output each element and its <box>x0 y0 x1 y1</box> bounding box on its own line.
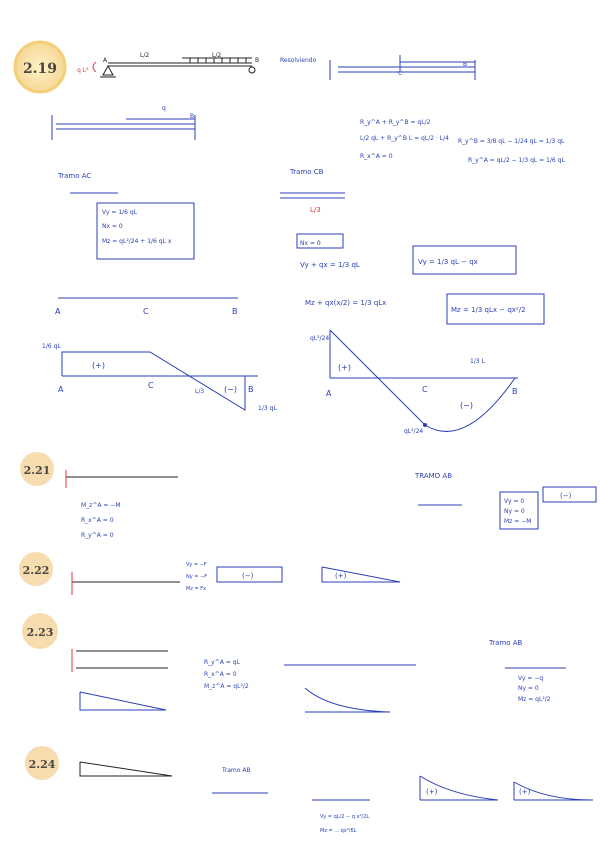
problem-badge-2-23 <box>22 613 58 649</box>
svg-text:L/2: L/2 <box>212 52 222 59</box>
svg-text:(−): (−) <box>460 401 473 410</box>
svg-text:Nx = 0: Nx = 0 <box>300 240 321 247</box>
problem-2-23 <box>72 639 566 712</box>
svg-text:C: C <box>422 385 428 394</box>
svg-text:R_y^A + R_y^B = qL/2: R_y^A + R_y^B = qL/2 <box>360 119 431 126</box>
svg-text:Mz = 1/3 qLx − qx²/2: Mz = 1/3 qLx − qx²/2 <box>451 306 526 314</box>
beam-diagram-2-19 <box>93 58 255 77</box>
svg-text:B: B <box>248 385 254 394</box>
svg-text:(−): (−) <box>242 572 254 580</box>
problem-2-24 <box>80 762 593 834</box>
svg-text:Ny = −F: Ny = −F <box>186 574 208 580</box>
svg-text:(+): (+) <box>426 788 438 796</box>
svg-text:L/3: L/3 <box>195 388 205 395</box>
svg-text:C: C <box>148 381 154 390</box>
svg-text:1/3 qL: 1/3 qL <box>258 405 277 412</box>
svg-text:Tramo AC: Tramo AC <box>58 172 92 180</box>
problem-badge-2-19 <box>15 42 65 92</box>
svg-text:B: B <box>255 57 260 64</box>
svg-text:(+): (+) <box>519 788 531 796</box>
svg-text:L/3: L/3 <box>310 206 321 214</box>
svg-text:Mz = Fx: Mz = Fx <box>186 586 207 592</box>
svg-text:2.23: 2.23 <box>26 626 54 639</box>
svg-text:Tramo CB: Tramo CB <box>290 168 324 176</box>
problem-badge-2-22 <box>19 552 53 586</box>
svg-text:Ny = 0: Ny = 0 <box>504 508 525 515</box>
svg-text:TRAMO AB: TRAMO AB <box>415 472 453 480</box>
svg-text:qL²/24: qL²/24 <box>310 335 330 342</box>
svg-text:(−): (−) <box>560 492 572 500</box>
svg-text:R_y^A = 0: R_y^A = 0 <box>81 532 114 539</box>
svg-text:(−): (−) <box>224 385 237 394</box>
svg-text:M_z^A = −M: M_z^A = −M <box>81 502 121 509</box>
svg-text:C: C <box>143 307 149 316</box>
svg-text:Vy = −F: Vy = −F <box>186 562 207 568</box>
svg-text:A: A <box>55 307 61 316</box>
svg-text:Tramo AB: Tramo AB <box>222 767 251 774</box>
svg-text:R_y^A = qL/2 − 1/3 qL = 1/6 qL: R_y^A = qL/2 − 1/3 qL = 1/6 qL <box>468 157 565 164</box>
svg-text:2.21: 2.21 <box>23 464 51 477</box>
shear-diagram-2-19 <box>42 343 277 412</box>
svg-text:C: C <box>398 70 403 77</box>
beam-resolved-2-19 <box>330 55 475 80</box>
svg-text:M_z^A = qL²/2: M_z^A = qL²/2 <box>204 683 249 690</box>
svg-text:R_x^A = 0: R_x^A = 0 <box>204 671 237 678</box>
svg-text:L/2 qL + R_y^B L = qL/2 · L/4: L/2 qL + R_y^B L = qL/2 · L/4 <box>360 135 449 142</box>
svg-text:B: B <box>190 113 195 120</box>
reactions-2-19 <box>360 119 565 164</box>
svg-text:Vy = 1/3 qL − qx: Vy = 1/3 qL − qx <box>418 258 478 266</box>
svg-text:A: A <box>326 389 332 398</box>
moment-diagram-2-19 <box>310 330 518 435</box>
svg-text:B: B <box>512 387 518 396</box>
problem-badge-2-24 <box>25 746 59 780</box>
svg-text:q: q <box>162 105 166 112</box>
svg-text:(+): (+) <box>92 361 105 370</box>
svg-text:2.24: 2.24 <box>28 758 56 771</box>
reference-beam-2-19 <box>55 298 238 316</box>
tramo-ac-2-19 <box>57 172 194 259</box>
svg-text:2.19: 2.19 <box>22 61 58 77</box>
free-body-2-19 <box>52 115 195 140</box>
svg-text:R_y^A = qL: R_y^A = qL <box>204 659 240 666</box>
svg-text:A: A <box>58 385 64 394</box>
svg-text:qL²/24: qL²/24 <box>404 428 424 435</box>
svg-text:Vy = 0: Vy = 0 <box>504 498 525 505</box>
svg-text:Mz = −M: Mz = −M <box>504 518 532 525</box>
problem-2-21 <box>66 470 596 539</box>
problem-badge-2-21 <box>20 452 54 486</box>
svg-text:Ny = 0: Ny = 0 <box>518 685 539 692</box>
svg-text:Mz + qx(x/2) = 1/3 qLx: Mz + qx(x/2) = 1/3 qLx <box>305 299 387 307</box>
problem-2-22 <box>72 562 400 595</box>
svg-text:R_x^A = 0: R_x^A = 0 <box>360 153 393 160</box>
svg-text:A: A <box>103 57 108 64</box>
svg-text:Vy = −q: Vy = −q <box>518 675 544 682</box>
svg-text:2.22: 2.22 <box>22 564 50 577</box>
svg-text:Vy = 1/6 qL: Vy = 1/6 qL <box>102 209 138 216</box>
svg-text:B: B <box>232 307 238 316</box>
svg-text:Vy = qL/2 − q x²/2L: Vy = qL/2 − q x²/2L <box>320 814 370 820</box>
svg-text:1/6 qL: 1/6 qL <box>42 343 61 350</box>
svg-text:Tramo AB: Tramo AB <box>489 639 523 647</box>
svg-text:L/2: L/2 <box>140 52 150 59</box>
svg-text:(+): (+) <box>338 363 351 372</box>
svg-text:Mz = qL²/2: Mz = qL²/2 <box>518 696 551 703</box>
svg-text:R_y^B = 3/8 qL − 1/24 qL = 1/3: R_y^B = 3/8 qL − 1/24 qL = 1/3 qL <box>458 138 565 145</box>
svg-text:B: B <box>463 61 468 68</box>
svg-text:R_x^A = 0: R_x^A = 0 <box>81 517 114 524</box>
svg-text:q L²: q L² <box>77 67 89 74</box>
svg-text:Resolviendo: Resolviendo <box>280 57 317 64</box>
svg-text:Nx = 0: Nx = 0 <box>102 223 123 230</box>
svg-text:1/3 L: 1/3 L <box>470 358 485 365</box>
tramo-cb-2-19 <box>280 168 544 324</box>
svg-text:Mz = ... qx³/6L: Mz = ... qx³/6L <box>320 828 357 834</box>
svg-text:Vy + qx = 1/3 qL: Vy + qx = 1/3 qL <box>300 261 360 269</box>
svg-text:(+): (+) <box>335 572 347 580</box>
svg-text:Mz = qL²/24 + 1/6 qL x: Mz = qL²/24 + 1/6 qL x <box>102 238 172 245</box>
